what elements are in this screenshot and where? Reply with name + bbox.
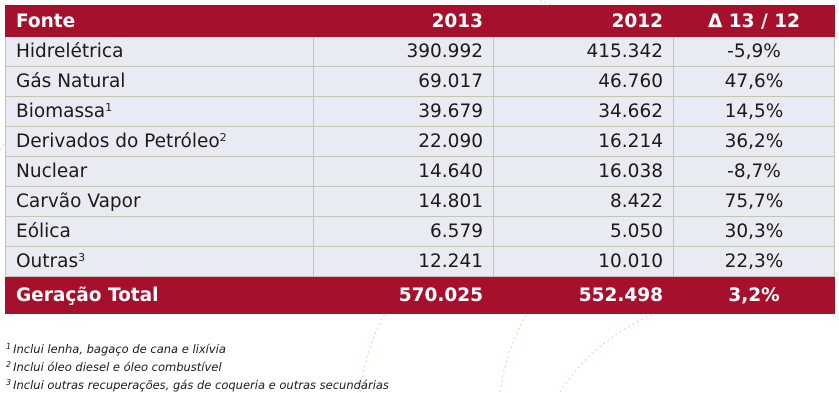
row-delta: 14,5% (674, 97, 835, 127)
row-value-2013: 390.992 (314, 37, 494, 67)
table-row (6, 247, 835, 277)
row-value-2013: 12.241 (314, 247, 494, 277)
total-2012: 552.498 (494, 277, 674, 314)
row-value-2013: 6.579 (314, 217, 494, 247)
footnote-mark: 1 (6, 342, 12, 351)
row-source-label: Biomassa (16, 101, 106, 122)
total-2013: 570.025 (314, 277, 494, 314)
row-value-2012: 415.342 (494, 37, 674, 67)
table-row (6, 127, 835, 157)
total-label: Geração Total (6, 277, 314, 314)
total-row (6, 277, 835, 314)
energy-generation-table (5, 5, 835, 314)
row-value-2012: 16.214 (494, 127, 674, 157)
row-source (6, 97, 314, 127)
footnote-marker: 3 (78, 251, 86, 264)
footnote-text: Inclui outras recuperações, gás de coqueria e outras secundárias (13, 378, 389, 392)
total-delta: 3,2% (674, 277, 835, 314)
row-source (6, 217, 314, 247)
footnote-text: Inclui lenha, bagaço de cana e lixívia (13, 342, 226, 356)
row-delta: -5,9% (674, 37, 835, 67)
row-source (6, 247, 314, 277)
footnote-line (6, 339, 389, 357)
row-source-label: Eólica (16, 221, 71, 242)
row-value-2013: 22.090 (314, 127, 494, 157)
row-value-2012: 34.662 (494, 97, 674, 127)
footnote-line (6, 357, 389, 375)
footnote-mark: 3 (6, 378, 12, 387)
row-value-2012: 10.010 (494, 247, 674, 277)
row-source-label: Gás Natural (16, 71, 126, 92)
row-value-2013: 39.679 (314, 97, 494, 127)
row-value-2012: 46.760 (494, 67, 674, 97)
row-source (6, 37, 314, 67)
row-delta: -8,7% (674, 157, 835, 187)
row-delta: 22,3% (674, 247, 835, 277)
row-value-2013: 14.640 (314, 157, 494, 187)
row-source-label: Hidrelétrica (16, 41, 124, 62)
row-source-label: Outras (16, 251, 79, 272)
row-delta: 75,7% (674, 187, 835, 217)
row-source (6, 67, 314, 97)
row-source-label: Carvão Vapor (16, 191, 141, 212)
footnote-marker: 2 (219, 131, 227, 144)
footnote-text: Inclui óleo diesel e óleo combustível (13, 360, 222, 374)
row-value-2012: 8.422 (494, 187, 674, 217)
table-row (6, 97, 835, 127)
row-source (6, 127, 314, 157)
header-delta: Δ 13 / 12 (674, 6, 835, 37)
table-row (6, 67, 835, 97)
header-2013: 2013 (314, 6, 494, 37)
row-value-2013: 14.801 (314, 187, 494, 217)
footnote-marker: 1 (105, 101, 113, 114)
row-value-2012: 5.050 (494, 217, 674, 247)
row-delta: 47,6% (674, 67, 835, 97)
row-delta: 36,2% (674, 127, 835, 157)
table-row (6, 187, 835, 217)
row-source-label: Derivados do Petróleo (16, 131, 220, 152)
table-header-row (6, 6, 835, 37)
footnotes (6, 339, 389, 393)
row-source (6, 157, 314, 187)
row-source (6, 187, 314, 217)
row-source-label: Nuclear (16, 161, 88, 182)
row-delta: 30,3% (674, 217, 835, 247)
table-row (6, 157, 835, 187)
header-2012: 2012 (494, 6, 674, 37)
header-source: Fonte (6, 6, 314, 37)
footnote-line (6, 375, 389, 393)
table-row (6, 217, 835, 247)
row-value-2012: 16.038 (494, 157, 674, 187)
row-value-2013: 69.017 (314, 67, 494, 97)
footnote-mark: 2 (6, 360, 12, 369)
table-row (6, 37, 835, 67)
